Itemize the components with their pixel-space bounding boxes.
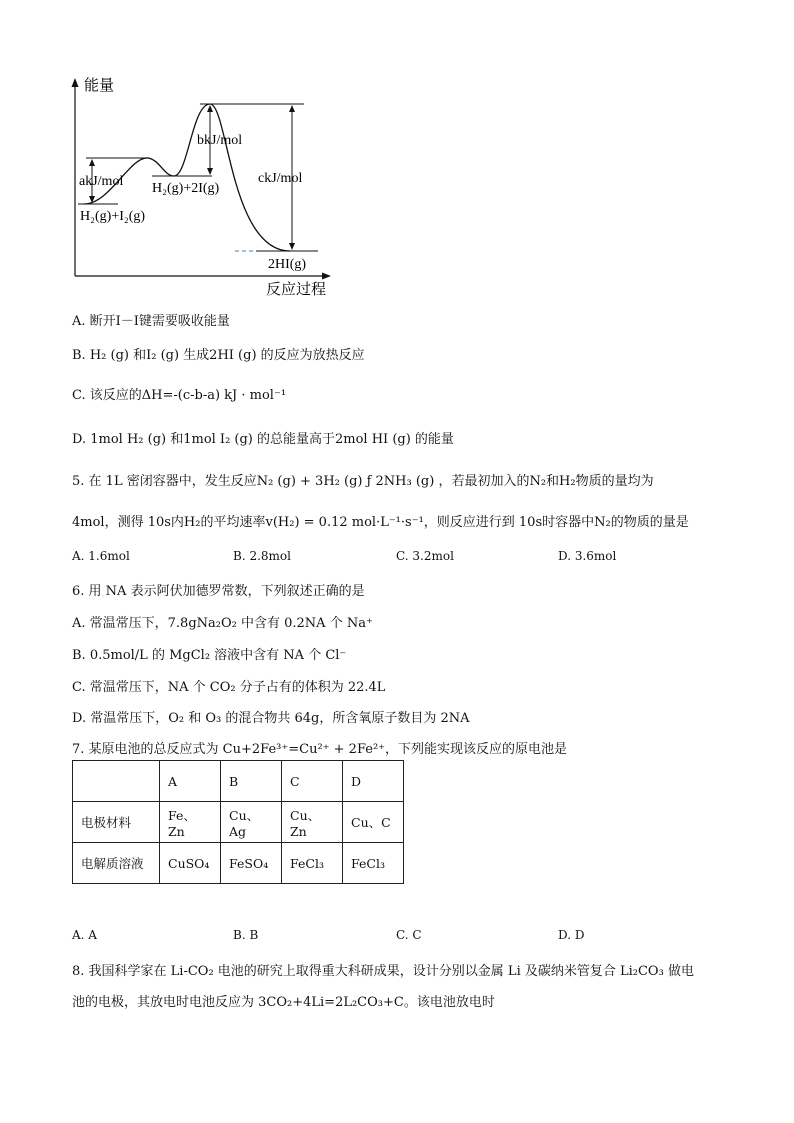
state-reactant: H₂(g)+I₂(g) <box>80 209 146 224</box>
q7-option-a: A. A <box>72 928 97 942</box>
arrow-b-head-bottom <box>207 168 213 175</box>
q8-line1: 8. 我国科学家在 Li-CO₂ 电池的研究上取得重大科研成果，设计分别以金属 Li 及碳纳米管复合 Li₂CO₃ 做电 <box>72 964 694 979</box>
table-cell: Cu、Zn <box>282 802 343 843</box>
q5-stem-line1: 5. 在 1L 密闭容器中，发生反应N₂ (g) + 3H₂ (g) ƒ 2NH₃ (g) ，若最初加入的N₂和H₂物质的量均为 <box>72 474 654 489</box>
state-product: 2HI(g) <box>268 257 307 272</box>
state-intermediate: H₂(g)+2I(g) <box>152 181 220 196</box>
y-axis-arrow <box>72 78 79 87</box>
table-cell: C <box>282 761 343 802</box>
table-cell: Fe、Zn <box>160 802 221 843</box>
table-row <box>73 802 404 843</box>
arrow-c-head-bottom <box>289 243 295 250</box>
table-cell: D <box>343 761 404 802</box>
table-cell: FeCl₃ <box>282 843 343 884</box>
table-cell: A <box>160 761 221 802</box>
q5-option-b: B. 2.8mol <box>233 549 291 563</box>
table-cell: FeCl₃ <box>343 843 404 884</box>
x-axis-label: 反应过程 <box>266 282 327 298</box>
table-cell: 电极材料 <box>73 802 160 843</box>
label-c: ckJ/mol <box>258 171 303 186</box>
label-b: bkJ/mol <box>197 133 243 148</box>
q7-option-d: D. D <box>558 928 585 942</box>
q4-option-c: C. 该反应的ΔH=-(c-b-a) kJ · mol⁻¹ <box>72 388 287 403</box>
q7-option-c: C. C <box>396 928 422 942</box>
arrow-c-head-top <box>289 105 295 112</box>
q7-option-b: B. B <box>233 928 259 942</box>
q6-option-d: D. 常温常压下，O₂ 和 O₃ 的混合物共 64g，所含氧原子数目为 2NA <box>72 711 470 726</box>
table-cell: FeSO₄ <box>221 843 282 884</box>
table-cell <box>73 761 160 802</box>
q4-option-b: B. H₂ (g) 和I₂ (g) 生成2HI (g) 的反应为放热反应 <box>72 348 365 363</box>
q4-option-d: D. 1mol H₂ (g) 和1mol I₂ (g) 的总能量高于2mol HI (g) 的能量 <box>72 432 454 447</box>
q6-option-a: A. 常温常压下，7.8gNa₂O₂ 中含有 0.2NA 个 Na⁺ <box>72 616 373 631</box>
q5-option-d: D. 3.6mol <box>558 549 617 563</box>
q6-option-b: B. 0.5mol/L 的 MgCl₂ 溶液中含有 NA 个 Cl⁻ <box>72 648 347 663</box>
q7-stem: 7. 某原电池的总反应式为 Cu+2Fe³⁺=Cu²⁺ + 2Fe²⁺，下列能实现该反应的原电池是 <box>72 742 568 757</box>
table-cell: Cu、C <box>343 802 404 843</box>
q6-stem: 6. 用 NA 表示阿伏加德罗常数，下列叙述正确的是 <box>72 584 365 599</box>
y-axis-label: 能量 <box>84 78 115 94</box>
q5-option-a: A. 1.6mol <box>72 549 130 563</box>
table-row <box>73 843 404 884</box>
table-cell: Cu、Ag <box>221 802 282 843</box>
table-cell: B <box>221 761 282 802</box>
q4-option-a: A. 断开I－I键需要吸收能量 <box>72 314 230 329</box>
arrow-b-head-top <box>207 105 213 112</box>
table-cell: 电解质溶液 <box>73 843 160 884</box>
q5-option-c: C. 3.2mol <box>396 549 454 563</box>
energy-diagram <box>60 66 360 306</box>
table-row <box>73 761 404 802</box>
q7-table <box>72 760 404 884</box>
q8-line2: 池的电极，其放电时电池反应为 3CO₂+4Li=2L₂CO₃+C。该电池放电时 <box>72 995 495 1010</box>
arrow-a-head-top <box>89 159 95 166</box>
table-cell: CuSO₄ <box>160 843 221 884</box>
label-a: akJ/mol <box>79 174 124 189</box>
x-axis-arrow <box>322 273 331 280</box>
q6-option-c: C. 常温常压下，NA 个 CO₂ 分子占有的体积为 22.4L <box>72 680 386 695</box>
q5-stem-line2: 4mol，测得 10s内H₂的平均速率v(H₂) = 0.12 mol·L⁻¹·s⁻¹，则反应进行到 10s时容器中N₂的物质的量是 <box>72 515 689 530</box>
